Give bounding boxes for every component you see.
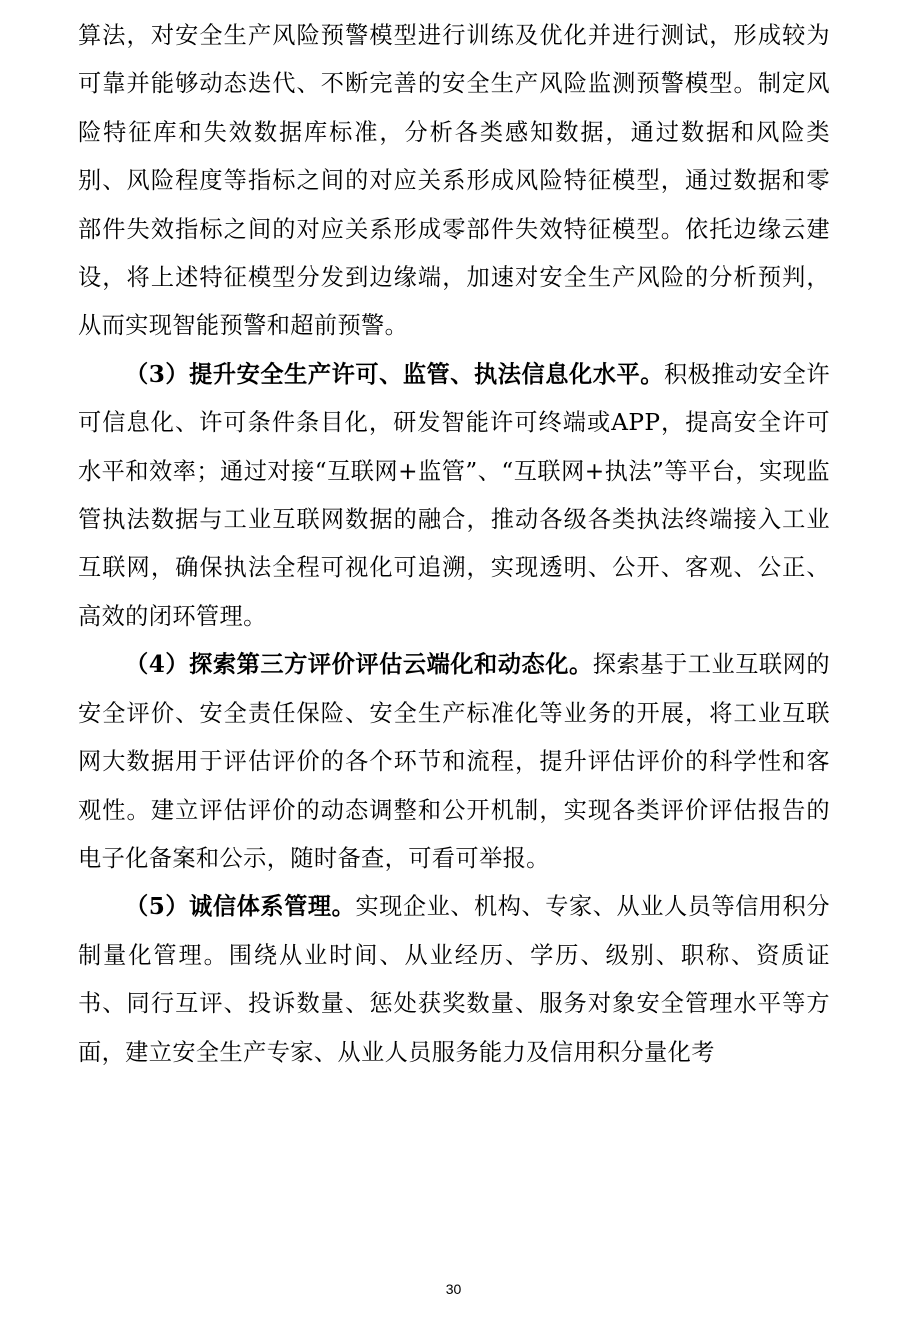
paragraph-heading: （5）诚信体系管理。 [125, 893, 356, 921]
paragraph-licensing [78, 351, 830, 641]
paragraph-heading: （4）探索第三方评价评估云端化和动态化。 [125, 651, 593, 679]
paragraph-body: 算法，对安全生产风险预警模型进行训练及优化并进行测试，形成较为可靠并能够动态迭代、不断完善的安全生产风险监测预警模型。制定风险特征库和失效数据库标准，分析各类感知数据，通过数据和风险类别、风险程度等指标之间的对应关系形成风险特征模型，通过数据和零部件失效指标之间的对应关系形成零部件失效特征模型。依托边缘云建设，将上述特征模型分发到边缘端，加速对安全生产风险的分析预判，从而实现智能预警和超前预警。 [78, 22, 830, 340]
page-number: 30 [445, 1281, 462, 1297]
document-page [78, 12, 830, 1077]
paragraph-body: 积极推动安全许可信息化、许可条件条目化，研发智能许可终端或APP，提高安全许可水平和效率；通过对接“互联网+监管”、“互联网+执法”等平台，实现监管执法数据与工业互联网数据的融合，推动各级各类执法终端接入工业互联网，确保执法全程可视化可追溯，实现透明、公开、客观、公正、高效的闭环管理。 [78, 360, 830, 630]
paragraph-risk-model [78, 12, 830, 351]
paragraph-heading: （3）提升安全生产许可、监管、执法信息化水平。 [125, 360, 664, 388]
paragraph-third-party-evaluation [78, 641, 830, 883]
paragraph-body: 实现企业、机构、专家、从业人员等信用积分制量化管理。围绕从业时间、从业经历、学历、级别、职称、资质证书、同行互评、投诉数量、惩处获奖数量、服务对象安全管理水平等方面，建立安全生产专家、从业人员服务能力及信用积分量化考 [78, 893, 831, 1066]
paragraph-credit-system [78, 883, 830, 1077]
paragraph-body: 探索基于工业互联网的安全评价、安全责任保险、安全生产标准化等业务的开展，将工业互联网大数据用于评估评价的各个环节和流程，提升评估评价的科学性和客观性。建立评估评价的动态调整和公开机制，实现各类评价评估报告的电子化备案和公示，随时备查，可看可举报。 [78, 651, 830, 872]
